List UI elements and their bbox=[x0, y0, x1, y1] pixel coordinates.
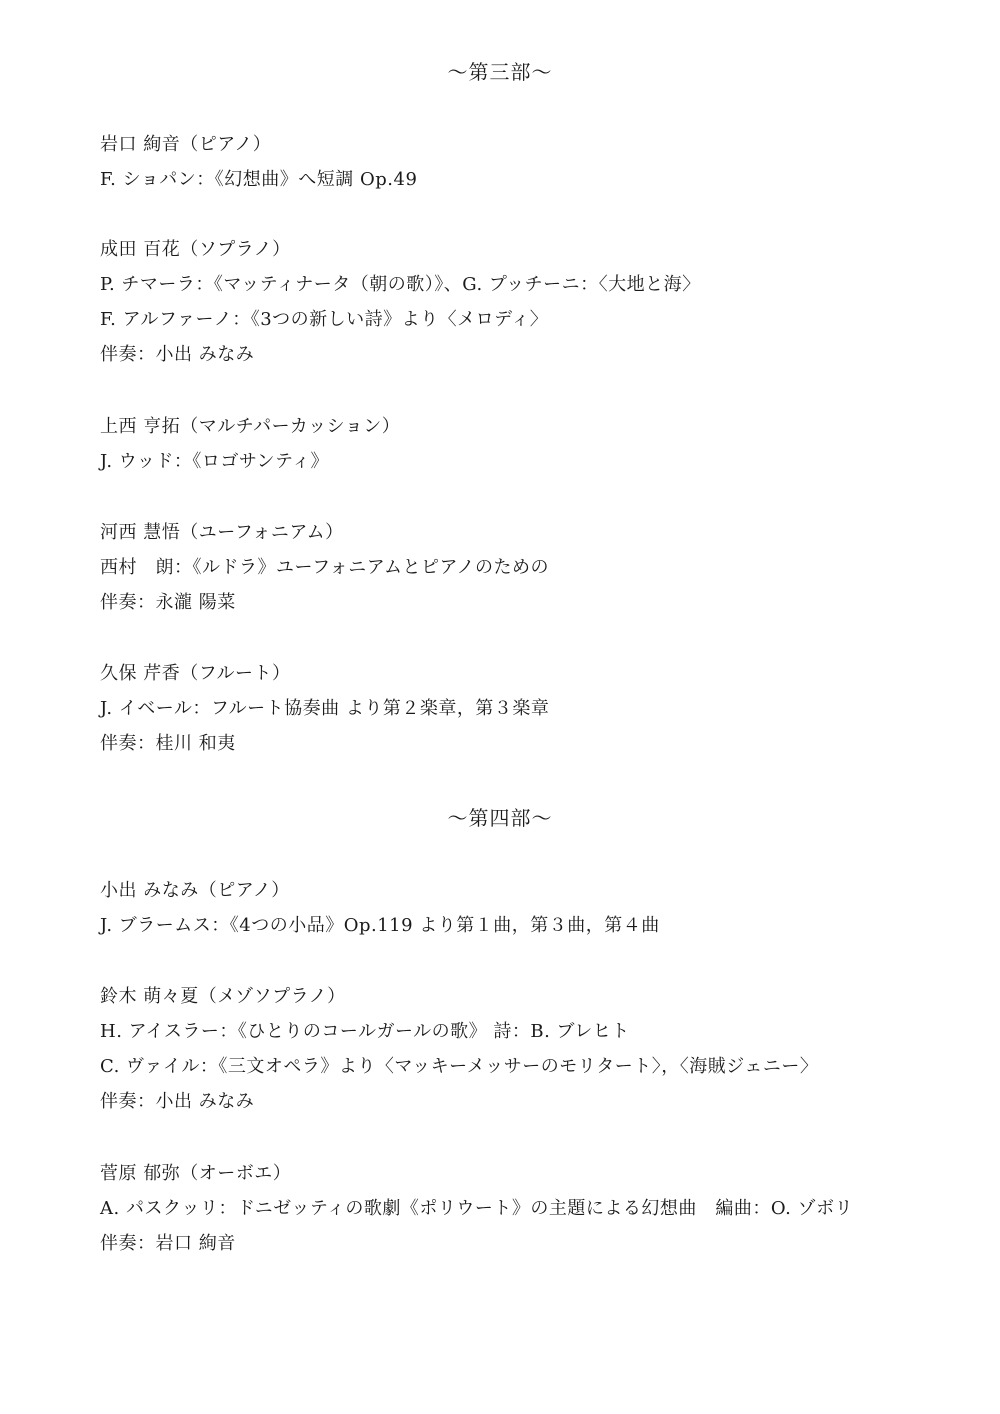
performer-name: 岩口 絢音（ピアノ） bbox=[100, 134, 272, 155]
piece-line: F. ショパン：《幻想曲》へ短調 Op.49 bbox=[100, 169, 418, 190]
program-entry bbox=[100, 873, 950, 943]
performer-name: 上西 亨拓（マルチパーカッション） bbox=[100, 416, 401, 437]
performer-name: 小出 みなみ（ピアノ） bbox=[100, 880, 290, 901]
piece-line: F. アルファーノ：《3つの新しい詩》より〈メロディ〉 bbox=[100, 309, 549, 330]
performer-name: 河西 慧悟（ユーフォニアム） bbox=[100, 522, 344, 543]
piece-line: J. ブラームス：《4つの小品》Op.119 より第１曲，第３曲，第４曲 bbox=[100, 915, 660, 936]
piece-line: J. ウッド：《ロゴサンティ》 bbox=[100, 451, 330, 472]
piece-line: H. アイスラー：《ひとりのコールガールの歌》 詩：B. ブレヒト bbox=[100, 1021, 630, 1042]
performer-name: 久保 芹香（フルート） bbox=[100, 663, 291, 684]
program-entry bbox=[100, 515, 950, 620]
performer-name: 鈴木 萌々夏（メゾソプラノ） bbox=[100, 986, 346, 1007]
piece-line: J. イベール：フルート協奏曲 より第２楽章，第３楽章 bbox=[100, 698, 550, 719]
accompanist-line: 伴奏：岩口 絢音 bbox=[100, 1233, 236, 1254]
piece-line: C. ヴァイル：《三文オペラ》より〈マッキーメッサーのモリタート〉，〈海賊ジェニー〉 bbox=[100, 1056, 819, 1077]
program-entry bbox=[100, 127, 950, 197]
part4-title: 〜第四部〜 bbox=[447, 806, 553, 830]
accompanist-line: 伴奏：桂川 和夷 bbox=[100, 733, 236, 754]
program-entry bbox=[100, 656, 950, 761]
part3-title: 〜第三部〜 bbox=[447, 60, 553, 84]
piece-line: P. チマーラ：《マッティナータ（朝の歌）》、G. プッチーニ：〈大地と海〉 bbox=[100, 274, 701, 295]
performer-name: 菅原 郁弥（オーボエ） bbox=[100, 1163, 292, 1184]
accompanist-line: 伴奏：永瀧 陽菜 bbox=[100, 592, 236, 613]
program-entry bbox=[100, 979, 950, 1119]
program-entry bbox=[100, 232, 950, 372]
accompanist-line: 伴奏：小出 みなみ bbox=[100, 1091, 255, 1112]
program-entry bbox=[100, 1156, 950, 1261]
piece-line: 西村 朗：《ルドラ》ユーフォニアムとピアノのための bbox=[100, 557, 549, 578]
piece-line: A. パスクッリ：ドニゼッティの歌劇《ポリウート》の主題による幻想曲 編曲：O. ゾボリ bbox=[100, 1198, 854, 1219]
performer-name: 成田 百花（ソプラノ） bbox=[100, 239, 291, 260]
accompanist-line: 伴奏：小出 みなみ bbox=[100, 344, 255, 365]
program-entry bbox=[100, 409, 950, 479]
